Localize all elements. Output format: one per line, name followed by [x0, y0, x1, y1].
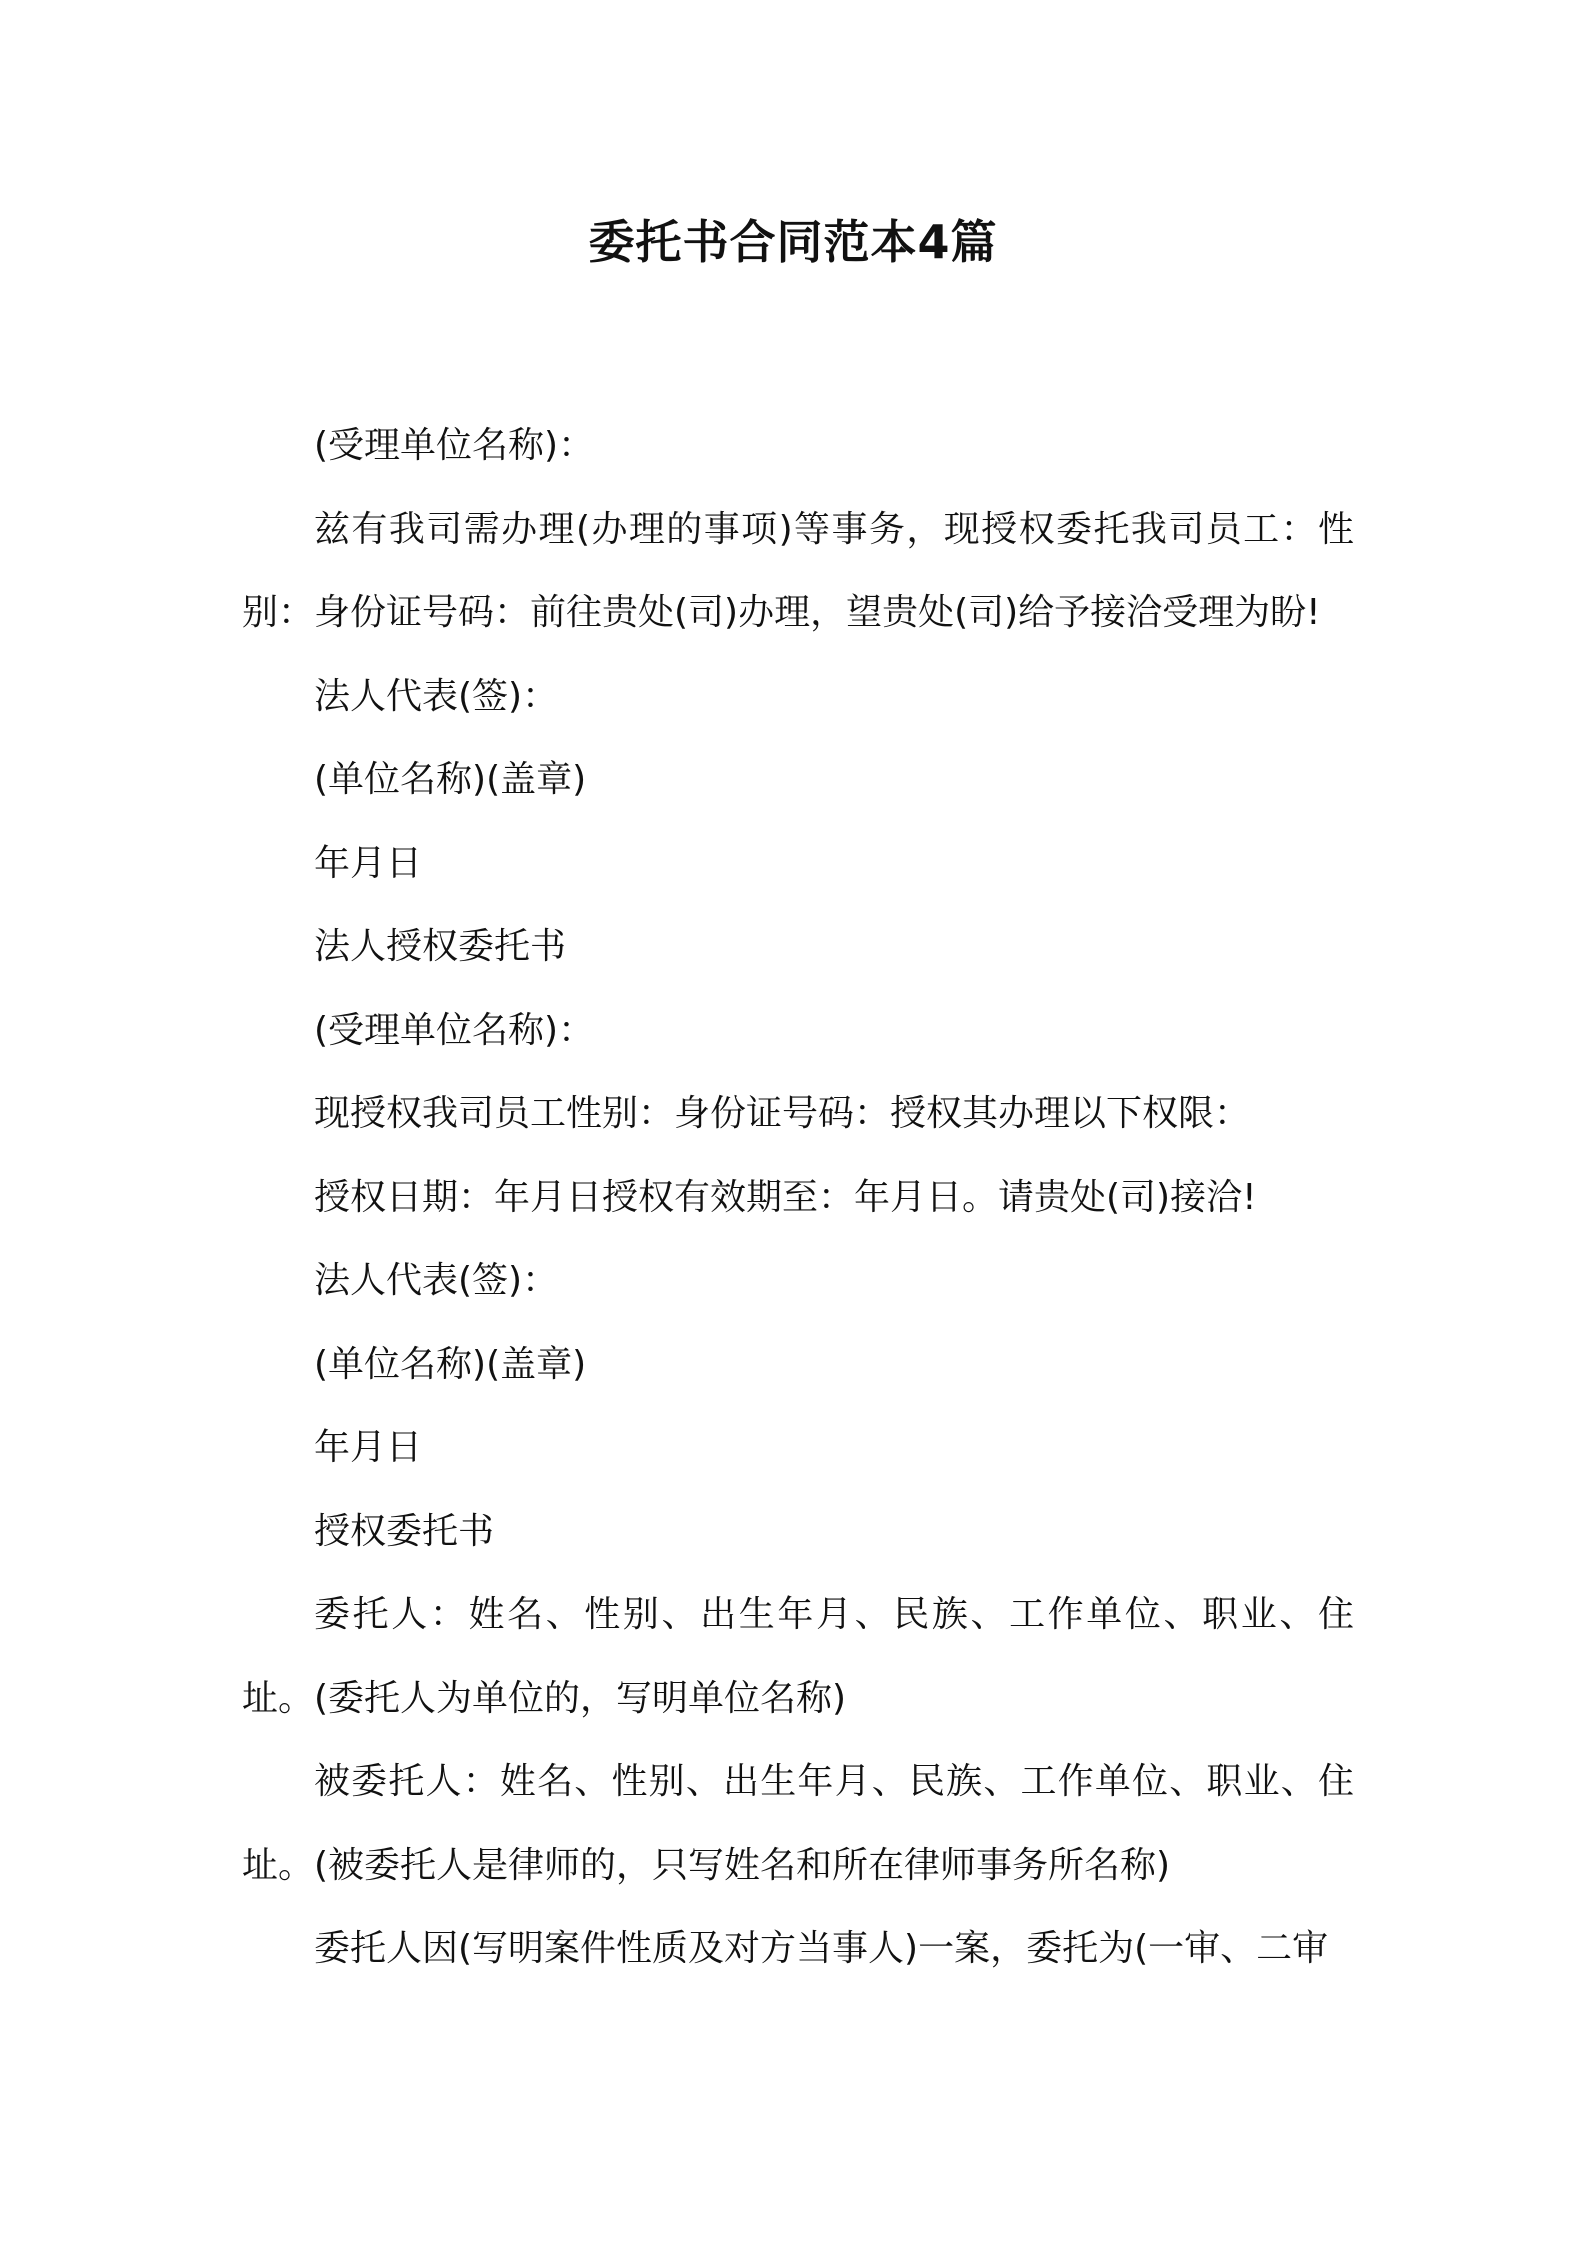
paragraph: 年月日 [314, 842, 423, 884]
document-body [242, 404, 1354, 1991]
paragraph: 委托人：姓名、性别、出生年月、民族、工作单位、职业、住址。(委托人为单位的，写明单位名称) [242, 1594, 1354, 1719]
paragraph: 委托人因(写明案件性质及对方当事人)一案，委托为(一审、二审 [314, 1928, 1329, 1969]
paragraph: 现授权我司员工性别：身份证号码：授权其办理以下权限： [314, 1093, 1251, 1134]
paragraph: 年月日 [314, 1427, 423, 1468]
paragraph: 法人代表(签)： [314, 1260, 559, 1301]
paragraph: (受理单位名称)： [314, 425, 595, 466]
document-title: 委托书合同范本4篇 [588, 215, 998, 269]
section-heading: 授权委托书 [314, 1510, 495, 1552]
paragraph: 兹有我司需办理(办理的事项)等事务，现授权委托我司员工：性别：身份证号码：前往贵处(司)办理，望贵处(司)给予接洽受理为盼! [242, 508, 1354, 633]
section-heading: 法人授权委托书 [314, 926, 567, 967]
paragraph: (单位名称)(盖章) [314, 1343, 587, 1385]
paragraph: 法人代表(签)： [314, 675, 559, 717]
paragraph: (受理单位名称)： [314, 1009, 595, 1051]
paragraph: 授权日期：年月日授权有效期至：年月日。请贵处(司)接洽! [314, 1176, 1257, 1218]
paragraph: 被委托人：姓名、性别、出生年月、民族、工作单位、职业、住址。(被委托人是律师的，只写姓名和所在律师事务所名称) [242, 1761, 1354, 1886]
paragraph: (单位名称)(盖章) [314, 759, 587, 800]
